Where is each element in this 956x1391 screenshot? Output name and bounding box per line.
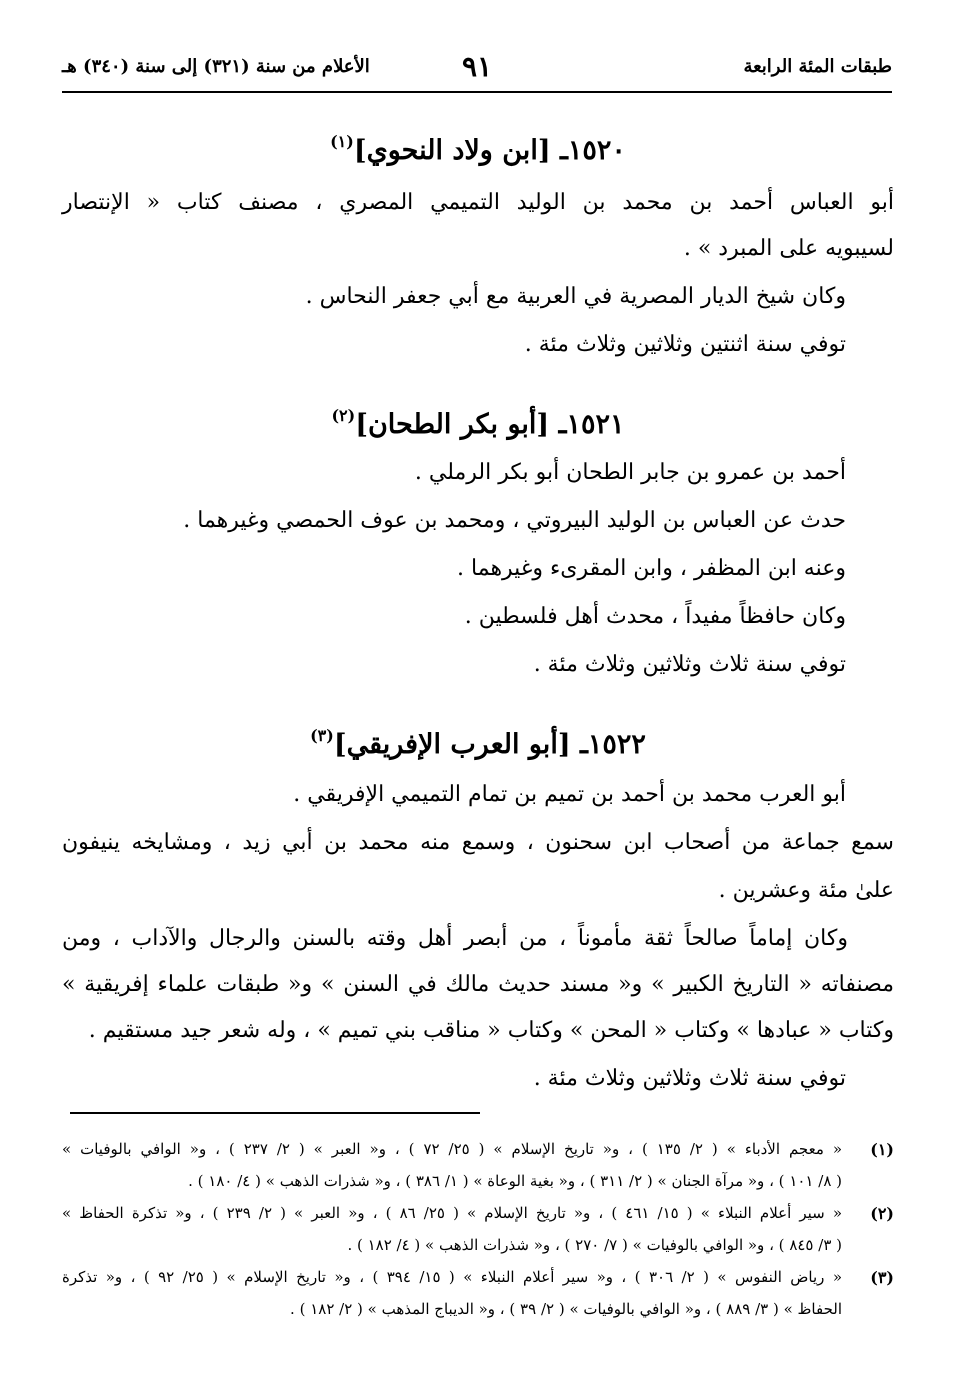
footnote-ref: (٢) <box>331 406 356 425</box>
entry-paragraph: مصنفاته « التاريخ الكبير » و« مسند حديث مالك في السنن » و« طبقات علماء إفريقية » <box>62 972 894 997</box>
entry-paragraph: وكان إماماً صالحاً ثقة مأموناً ، من أبصر أهل وقته بالسنن والرجال والآداب ، ومن <box>62 926 848 951</box>
entry-paragraph: وعنه ابن المظفر ، وابن المقرىء وغيرهما . <box>457 556 846 581</box>
entry-paragraph: توفي سنة اثنتين وثلاثين وثلاث مئة . <box>524 332 846 357</box>
footnote-divider <box>70 1112 480 1114</box>
footnote-line: ( ٣/ ٨٤٥ ) ، و« الوافي بالوفيات » ( ٧/ ٢٧٠ ) ، و« شذرات الذهب » ( ٤/ ١٨٢ ) . <box>347 1236 842 1254</box>
footnote-number: (٢) <box>870 1204 894 1223</box>
entry-title-text: ١٥٢١ـ [أبو بكر الطحان] <box>355 409 625 440</box>
entry-paragraph: حدث عن العباس بن الوليد البيروتي ، ومحمد بن عوف الحمصي وغيرهما . <box>183 508 846 533</box>
section-title: الأعلام من سنة (٣٢١) إلى سنة (٣٤٠) هـ <box>62 56 370 77</box>
entry-paragraph: علىٰ مئة وعشرين . <box>718 878 894 903</box>
footnote-line: « سير أعلام النبلاء » ( ١٥/ ٤٦١ ) ، و« تاريخ الإسلام » ( ٢٥/ ٨٦ ) ، و« العبر » ( ٢/ ٢٣٩ ) ، و« تذكرة الحفاظ » <box>62 1204 843 1222</box>
footnote-number: (٣) <box>870 1268 894 1287</box>
footnote-number: (١) <box>870 1140 894 1159</box>
entry-paragraph: أحمد بن عمرو بن جابر الطحان أبو بكر الرملي . <box>414 460 846 485</box>
entry-paragraph: سمع جماعة من أصحاب ابن سحنون ، وسمع منه محمد بن أبي زيد ، ومشايخه ينيفون <box>62 830 894 855</box>
entry-paragraph: توفي سنة ثلاث وثلاثين وثلاث مئة . <box>533 652 846 677</box>
footnote-line: الحفاظ » ( ٣/ ٨٨٩ ) ، و« الوافي بالوفيات » ( ٢/ ٣٩ ) ، و« الديباج المذهب » ( ٢/ ١٨٢ ) . <box>290 1300 842 1318</box>
entry-title <box>62 406 894 440</box>
page-number: ٩١ <box>461 50 493 83</box>
footnote-line: « معجم الأدباء » ( ٢/ ١٣٥ ) ، و« تاريخ الإسلام » ( ٢٥/ ٧٢ ) ، و« العبر » ( ٢/ ٢٣٧ ) ، و« الوافي بالوفيات » <box>62 1140 843 1158</box>
entry-paragraph: أبو العرب محمد بن أحمد بن تميم بن تمام التميمي الإفريقي . <box>293 782 846 807</box>
entry-paragraph: توفي سنة ثلاث وثلاثين وثلاث مئة . <box>533 1066 846 1091</box>
entry-paragraph: أبو العباس أحمد بن محمد بن الوليد التميمي المصري ، مصنف كتاب « الإنتصار <box>62 190 894 215</box>
entry-paragraph: وكان حافظاً مفيداً ، محدث أهل فلسطين . <box>464 604 846 629</box>
book-title: طبقات المئة الرابعة <box>743 56 892 77</box>
header-divider <box>62 91 892 93</box>
footnote-ref: (٣) <box>310 726 334 745</box>
entry-paragraph: وكتاب « عبادها » وكتاب « المحن » وكتاب « مناقب بني تميم » ، وله شعر جيد مستقيم . <box>88 1018 894 1043</box>
entry-title <box>62 726 894 760</box>
entry-title <box>62 132 894 166</box>
running-header <box>62 50 892 90</box>
entry-paragraph: لسيبويه على المبرد » . <box>683 236 894 261</box>
footnote-line: ( ٨/ ١٠١ ) ، و« مرآة الجنان » ( ٢/ ٣١١ ) ، و« بغية الوعاة » ( ١/ ٣٨٦ ) ، و« شذرات الذهب » ( ٤/ ١٨٠ ) . <box>188 1172 842 1190</box>
entry-title-text: ١٥٢٢ـ [أبو العرب الإفريقي] <box>333 729 646 760</box>
entry-paragraph: وكان شيخ الديار المصرية في العربية مع أبي جعفر النحاس . <box>305 284 846 309</box>
entry-title-text: ١٥٢٠ـ [ابن ولاد النحوي] <box>353 135 626 166</box>
footnote-ref: (١) <box>330 132 354 151</box>
footnote-line: « رياض النفوس » ( ٢/ ٣٠٦ ) ، و« سير أعلام النبلاء » ( ١٥/ ٣٩٤ ) ، و« تاريخ الإسلام » ( ٢٥/ ٩٢ ) ، و« تذكرة <box>62 1268 843 1286</box>
